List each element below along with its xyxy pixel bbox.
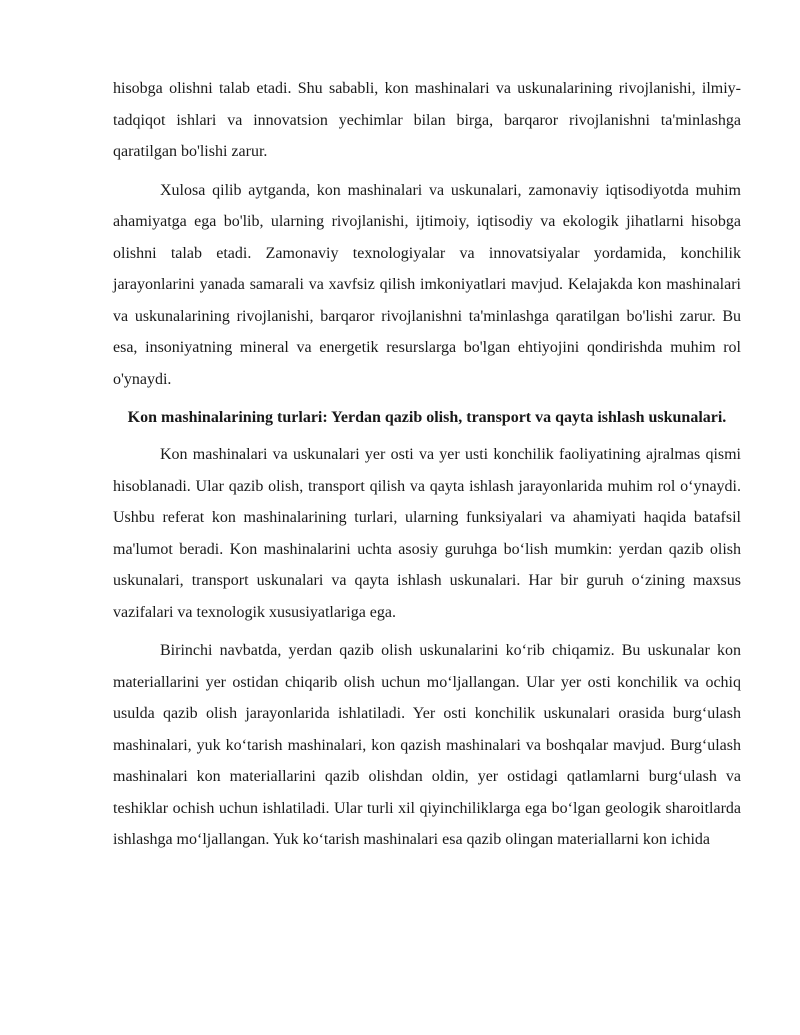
paragraph-conclusion: Xulosa qilib aytganda, kon mashinalari va uskunalari, zamonaviy iqtisodiyotda muhim ahamiyatga ega bo'lib, ularning rivojlanishi, ijtimoiy, iqtisodiy va ekologik jihatlarni hisobga olishni talab etadi. Zamonaviy texnologiyalar va innovatsiyalar yordamida, konchilik jarayonlarini yanada samarali va xavfsiz qilish imkoniyatlari mavjud. Kelajakda kon mashinalari va uskunalarining rivojlanishi, barqaror rivojlanishni ta'minlashga qaratilgan bo'lishi zarur. Bu esa, insoniyatning mineral va energetik resurslarga bo'lgan ehtiyojini qondirishda muhim rol o'ynaydi. — [113, 181, 741, 388]
document-page — [113, 73, 741, 863]
paragraph-extraction: Birinchi navbatda, yerdan qazib olish uskunalarini ko‘rib chiqamiz. Bu uskunalar kon materiallarini yer ostidan chiqarib olish uchun mo‘ljallangan. Ular yer osti konchilik va ochiq usulda qazib olish jarayonlarida ishlatiladi. Yer osti konchilik uskunalari orasida burg‘ulash mashinalari, yuk ko‘tarish mashinalari, kon qazish mashinalari va boshqalar mavjud. Burg‘ulash mashinalari kon materiallarini qazib olishdan oldin, yer ostidagi qatlamlarni burg‘ulash va teshiklar ochish uchun ishlatiladi. Ular turli xil qiyinchiliklarga ega bo‘lgan geologik sharoitlarda ishlashga mo‘ljallangan. Yuk ko‘tarish mashinalari esa qazib olingan materiallarni kon ichida — [113, 642, 741, 848]
paragraph-intro: Kon mashinalari va uskunalari yer osti va yer usti konchilik faoliyatining ajralmas qismi hisoblanadi. Ular qazib olish, transport qilish va qayta ishlash jarayonlarida muhim rol o‘ynaydi. Ushbu referat kon mashinalarining turlari, ularning funksiyalari va ahamiyati haqida batafsil ma'lumot beradi. Kon mashinalarini uchta asosiy guruhga bo‘lish mumkin: yerdan qazib olish uskunalari, transport uskunalari va qayta ishlash uskunalari. Har bir guruh o‘zining maxsus vazifalari va texnologik xususiyatlariga ega. — [113, 446, 741, 621]
paragraph-continued: hisobga olishni talab etadi. Shu sababli, kon mashinalari va uskunalarining rivojlanishi, ilmiy-tadqiqot ishlari va innovatsion yechimlar bilan birga, barqaror rivojlanishni ta'minlashga qaratilgan bo'lishi zarur. — [113, 80, 741, 160]
section-heading: Kon mashinalarining turlari: Yerdan qazib olish, transport va qayta ishlash uskunalari. — [127, 409, 727, 426]
